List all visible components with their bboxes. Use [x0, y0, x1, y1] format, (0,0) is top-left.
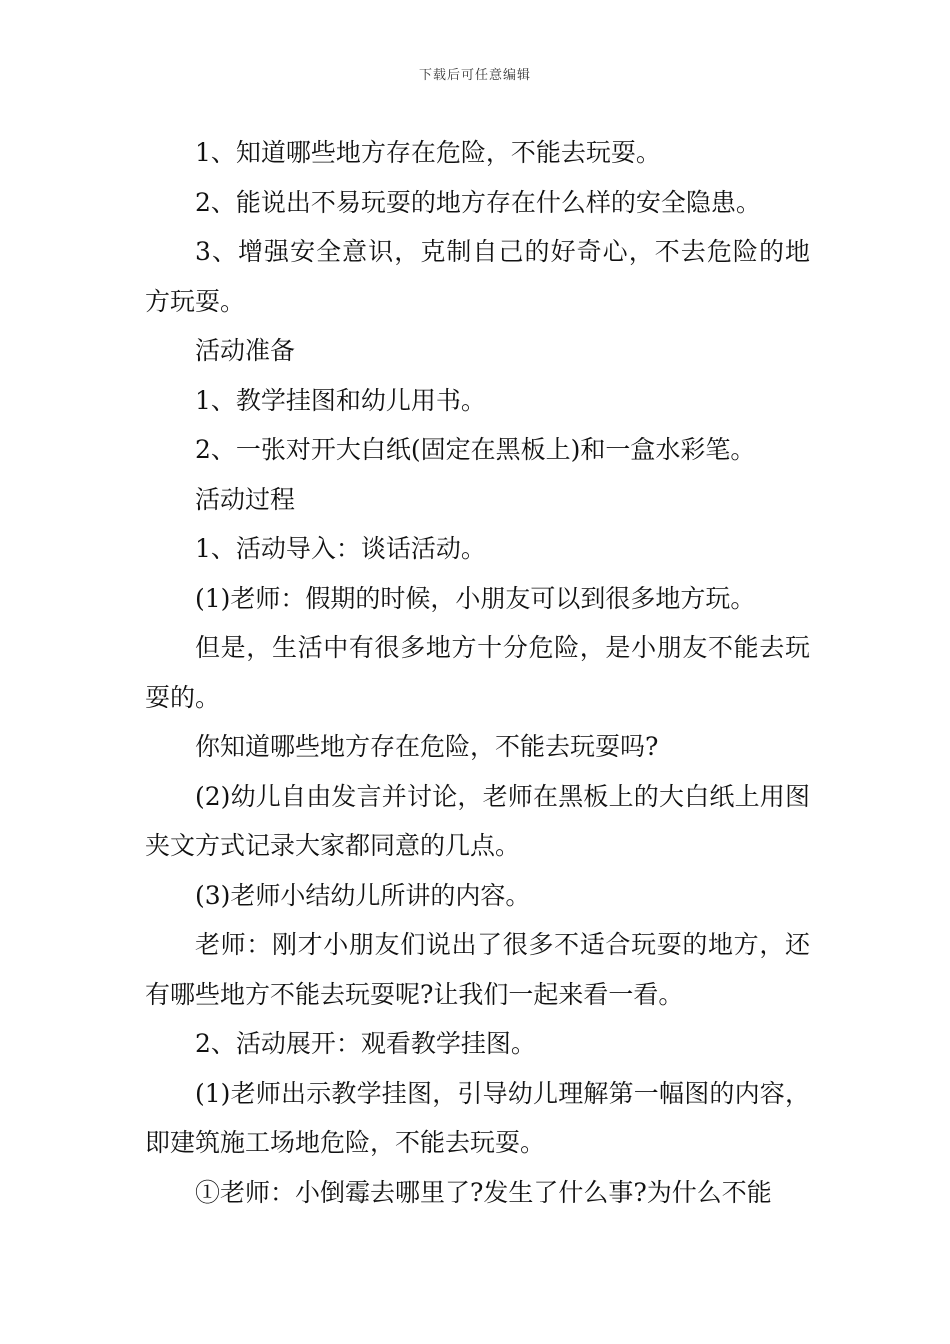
- paragraph: 1、教学挂图和幼儿用书。: [195, 385, 486, 415]
- paragraph: 2、活动展开：观看教学挂图。: [195, 1029, 536, 1058]
- paragraph: 3、增强安全意识，克制自己的好奇心，不去危险的地方玩耍。: [145, 237, 810, 316]
- paragraph: (3)老师小结幼儿所讲的内容。: [195, 880, 531, 910]
- paragraph: 但是，生活中有很多地方十分危险，是小朋友不能去玩耍的。: [145, 633, 810, 712]
- paragraph: (1)老师：假期的时候，小朋友可以到很多地方玩。: [195, 583, 756, 613]
- paragraph: 2、能说出不易玩耍的地方存在什么样的安全隐患。: [195, 187, 761, 217]
- paragraph: (1)老师出示教学挂图，引导幼儿理解第一幅图的内容，即建筑施工场地危险，不能去玩耍。: [145, 1078, 810, 1157]
- paragraph: (2)幼儿自由发言并讨论，老师在黑板上的大白纸上用图夹文方式记录大家都同意的几点。: [145, 781, 810, 860]
- page-header-note: 下载后可任意编辑: [418, 68, 531, 83]
- section-heading: 活动过程: [195, 484, 296, 514]
- section-heading: 活动准备: [195, 336, 296, 365]
- paragraph: 2、一张对开大白纸(固定在黑板上)和一盒水彩笔。: [195, 435, 756, 464]
- paragraph: 1、活动导入：谈话活动。: [195, 534, 486, 563]
- paragraph: 你知道哪些地方存在危险，不能去玩耍吗?: [195, 732, 659, 761]
- paragraph: ①老师：小倒霉去哪里了?发生了什么事?为什么不能: [195, 1177, 772, 1207]
- paragraph: 老师：刚才小朋友们说出了很多不适合玩耍的地方，还有哪些地方不能去玩耍呢?让我们一起来看一看。: [145, 930, 810, 1009]
- paragraph: 1、知道哪些地方存在危险，不能去玩耍。: [195, 138, 661, 167]
- document-body: [145, 128, 810, 1217]
